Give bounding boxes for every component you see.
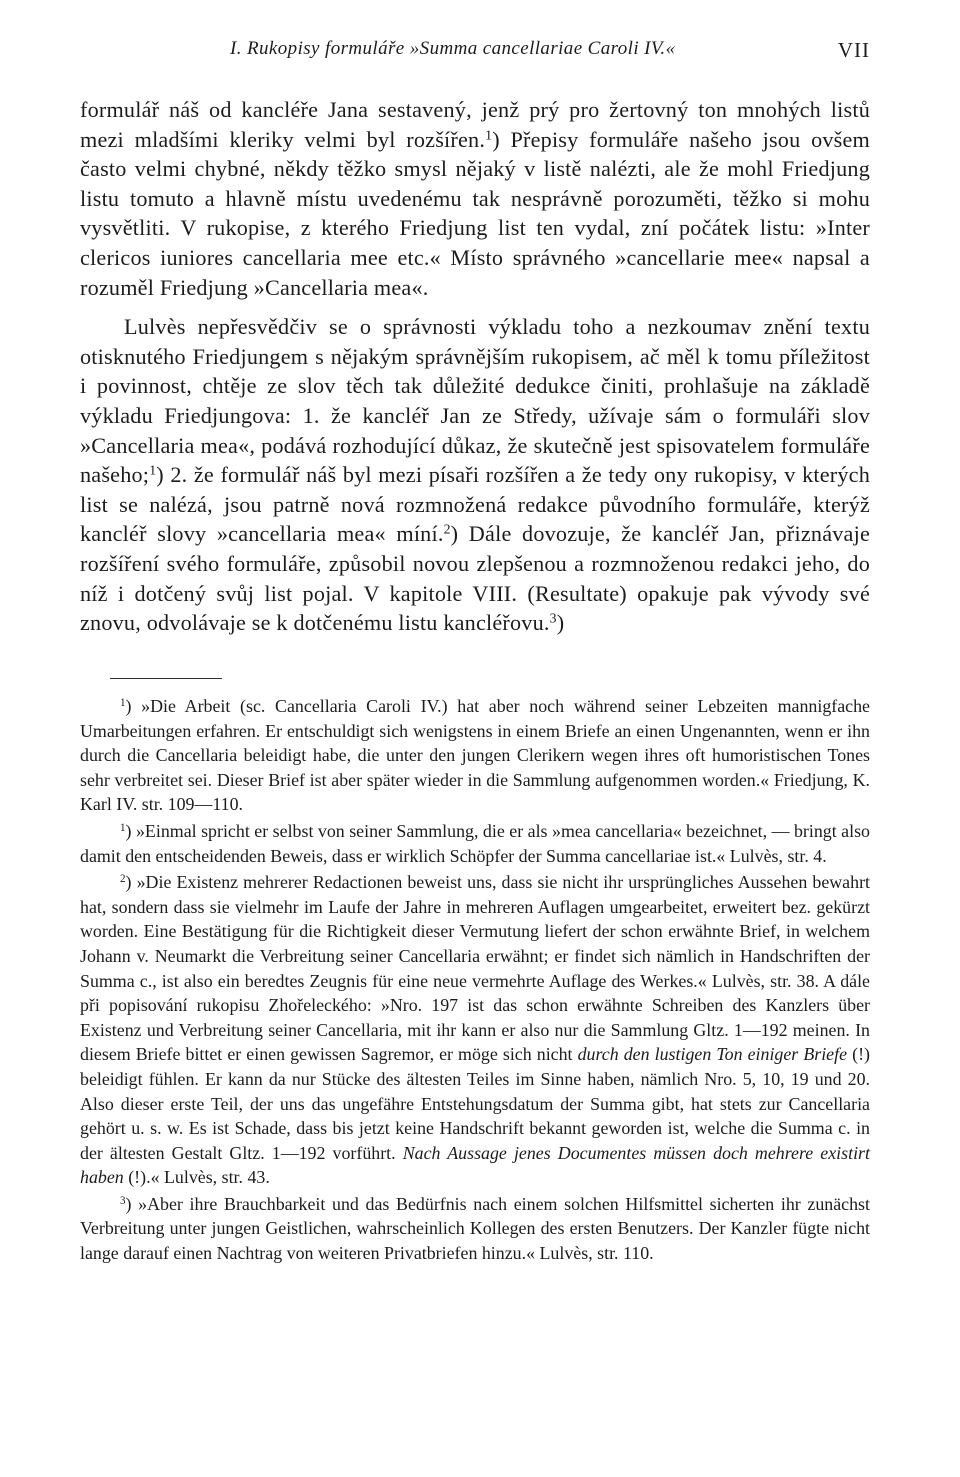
footnote-3-italic-1: durch den lustigen Ton einiger Briefe: [577, 1044, 848, 1065]
footnote-ref: 1: [485, 127, 493, 143]
footnote-divider: [110, 678, 222, 679]
running-title: I. Rukopisy formuláře »Summa cancellariae Caroli IV.«: [230, 38, 676, 59]
paragraph-2-part-a: Lulvès nepřesvědčiv se o správnosti výkladu toho a nezkoumav znění textu otisknutého Friedjungem s nějakým správnějším rukopisem, ač měl k tomu příležitost i povinnost, chtěje ze slov těch tak důležité dedukce činiti, prohlašuje na základě výkladu Friedjungova: 1. že kancléř Jan ze Středy, užívaje sám o formuláři slov »Cancellaria mea«, podává rozhodující důkaz, že skutečně jest spisovatelem formuláře našeho;: [80, 314, 870, 488]
footnote-ref: 2: [443, 521, 451, 537]
paragraph-2-part-c: ) Dále dovozuje, že kancléř Jan, přiznávaje rozšíření svého formuláře, způsobil novou zlepšenou a rozmnoženou redakci jeho, do níž i dotčený svůj list pojal. V kapitole VIII. (Resultate) opakuje pak výv​ody své znovu, odvolávaje se k dotčenému listu kancléřovu.: [80, 521, 870, 636]
footnote-3: [80, 870, 870, 1190]
footnote-3-part-c: (!).« Lulvès, str. 43.: [128, 1167, 270, 1188]
paragraph-2: [80, 312, 870, 638]
footnote-mark: 1: [120, 696, 126, 709]
paragraph-2-part-b: ) 2. že formulář náš byl mezi písaři rozšířen a že tedy ony rukopisy, v kterých list se nalézá, jsou patrně nová rozmnožená redakce původního formuláře, kterýž kancléř slovy »cancellaria mea« míní.: [80, 462, 870, 547]
footnote-4: [80, 1192, 870, 1266]
footnote-1: [80, 694, 870, 817]
footnote-3-part-a: ) »Die Existenz mehrerer Redactionen beweist uns, dass sie nicht ihr ursprüngliches Aussehen bewahrt hat, sondern dass sie vielmehr im Laufe der Jahre in mehreren Auflagen umgearbeitet, erweitert bez. gekürzt worden. Eine Bestätigung für die Richtigkeit dieser Vermutung liefert der schon erwähnte Brief, in welchem Johann v. Neumarkt die Verbreitung seiner Cancellaria erwähnt; er findet sich nämlich in Handschriften der Summa c., ist also ein beredtes Zeugnis für eine neue vermehrte Auflage des Werkes.« Lulvès, str. 38. A dále při popisování rukopisu Zhořeleckého: »Nro. 197 ist das schon erwähnte Schreiben des Kanzlers über Existenz und Verbreitung seiner Cancellaria, mit ihr kann er also nur die Sammlung Gltz. 1—192 meinen. In diesem Briefe bittet er einen gewissen Sagremor, er möge sich nicht: [80, 872, 870, 1065]
page-number: VII: [837, 38, 870, 62]
footnote-1-text: ) »Die Arbeit (sc. Cancellaria Caroli IV.) hat aber noch während seiner Lebzeiten mannigfache Umarbeitungen erfahren. Er entschuldigt sich wenigstens in einem Briefe an einen Ungenannten, wenn er ihn durch die Cancellaria beleidigt habe, die unter den jungen Clerikern wegen ihres oft humoristischen Tones sehr verbreitet sei. Dieser Brief ist aber später wieder in die Sammlung aufgenommen worden.« Friedjung, K. Karl IV. str. 109—110.: [80, 696, 870, 815]
paragraph-1: [80, 95, 870, 302]
footnotes: [80, 694, 870, 1266]
footnote-2: [80, 819, 870, 868]
footnote-3-part-b: (!) beleidigt fühlen. Er kann da nur Stücke des ältesten Teiles im Sinne haben, nämlich Nro. 5, 10, 19 und 20. Also dieser erste Teil, der uns das ungefähre Entstehungsdatum der Summa gibt, hat stets zur Cancellaria gehört u. s. w. Es ist Schade, dass bis jetzt keine Handschrift bekannt geworden ist, welche die Summa c. in der ältesten Gestalt Gltz. 1—192 vorführt.: [80, 1044, 870, 1163]
paragraph-1-text: formulář náš od kancléře Jana sestavený, jenž prý pro žertovný ton mnohých listů mezi mladšími kleriky velmi byl rozšířen.: [80, 97, 870, 152]
running-header: [80, 38, 870, 68]
footnote-4-text: ) »Aber ihre Brauchbarkeit und das Bedürfnis nach einem solchen Hilfsmittel sicherten ihr zunächst Verbreitung unter jungen Geistlichen, wahrscheinlich Kollegen des ersten Benutzers. Der Kanzler fügte nicht lange darauf einen Nachtrag von weiteren Privatbriefen hinzu.« Lulvès, str. 110.: [80, 1193, 870, 1264]
footnote-mark: 2: [120, 873, 126, 886]
footnote-mark: 1: [120, 821, 126, 834]
footnote-ref: 3: [549, 610, 557, 626]
footnote-ref: 1: [149, 462, 157, 478]
main-text: [80, 95, 870, 638]
paragraph-2-part-d: ): [556, 610, 565, 636]
footnote-3-italic-2: Nach Aussage jenes Documentes müssen doch mehrere existirt haben: [80, 1142, 870, 1188]
footnote-2-text: ) »Einmal spricht er selbst von seiner Sammlung, die er als »mea cancellaria« bezeichnet, — bringt also damit den entscheidenden Beweis, dass er wirklich Schöpfer der Summa cancellariae ist.« Lulvès, str. 4.: [80, 820, 870, 866]
paragraph-1-cont: ) Přepisy formuláře našeho jsou ovšem často velmi chybné, někdy těžko smysl nějaký v listě nalézti, ale že mohl Friedjung listu tomuto a hlavně místu uvedenému tak nesprávně porozuměti, těžko si mohu vysvětliti. V rukopise, z kterého Friedjung list ten vydal, zní počátek listu: »Inter clericos iuniores cancellaria mee etc.« Místo správného »cancellarie mee« napsal a rozuměl Friedjung »Cancellaria mea«.: [80, 126, 870, 300]
footnote-mark: 3: [120, 1194, 126, 1207]
